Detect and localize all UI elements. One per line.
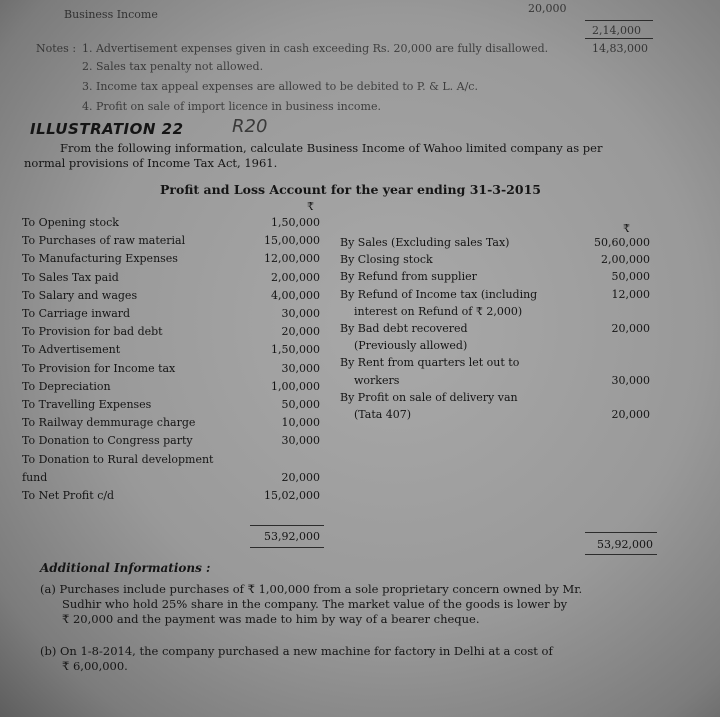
debit-row-label: To Manufacturing Expenses <box>22 252 178 266</box>
note-item-3: 3. Income tax appeal expenses are allowed to be debited to P. & L. A/c. <box>82 80 478 93</box>
credit-row-amount: 2,00,000 <box>601 253 650 267</box>
additional-a-line-1: (a) Purchases include purchases of ₹ 1,00,000 from a sole proprietary concern owned by Mr. <box>40 582 583 596</box>
notes-label: Notes : <box>36 42 77 55</box>
credit-row-amount: 12,000 <box>611 287 650 301</box>
credit-row-amount: 20,000 <box>611 322 650 335</box>
debit-row-label: To Depreciation <box>22 379 111 393</box>
note-item-4: 4. Profit on sale of import licence in business income. <box>82 100 381 113</box>
debit-row-label: To Donation to Rural development <box>22 452 214 466</box>
credit-row-label: interest on Refund of ₹ 2,000) <box>354 304 523 318</box>
credit-total-rule-top <box>585 532 657 533</box>
top-value-2: 2,14,000 <box>592 24 641 37</box>
debit-row-amount: 30,000 <box>281 307 320 320</box>
credit-row-amount: 20,000 <box>611 408 650 421</box>
additional-heading: Additional Informations : <box>40 561 211 575</box>
debit-row-label: To Railway demmurage charge <box>22 416 196 430</box>
credit-total: 53,92,000 <box>597 538 653 551</box>
top-rule <box>585 20 653 21</box>
debit-row-amount: 30,000 <box>281 361 320 375</box>
debit-row-amount: 1,00,000 <box>271 379 320 393</box>
additional-b-line-2: ₹ 6,00,000. <box>62 659 128 673</box>
debit-row-amount: 20,000 <box>281 470 320 484</box>
credit-row-label: By Profit on sale of delivery van <box>340 390 518 404</box>
credit-row-amount: 50,000 <box>611 270 650 284</box>
intro-line-2: normal provisions of Income Tax Act, 1961. <box>24 156 278 170</box>
debit-row-label: To Opening stock <box>22 216 119 229</box>
debit-row-amount: 12,00,000 <box>264 252 320 266</box>
additional-a-line-2: Sudhir who hold 25% share in the company. The market value of the goods is lower by <box>62 597 568 611</box>
debit-row-amount: 20,000 <box>281 325 320 339</box>
debit-row-label: fund <box>22 470 48 484</box>
note-item-2: 2. Sales tax penalty not allowed. <box>82 60 264 73</box>
debit-row-label: To Sales Tax paid <box>22 270 119 284</box>
credit-row-label: workers <box>354 373 400 387</box>
debit-row-label: To Purchases of raw material <box>22 234 186 248</box>
debit-row-label: To Net Profit c/d <box>22 489 115 502</box>
debit-row-label: To Provision for Income tax <box>22 361 176 375</box>
credit-row-amount: 50,60,000 <box>594 236 650 249</box>
debit-row-amount: 2,00,000 <box>271 270 320 284</box>
debit-row-amount: 15,00,000 <box>264 234 320 248</box>
debit-total-rule-top <box>250 525 324 526</box>
debit-row-label: To Provision for bad debt <box>22 325 163 339</box>
top-business-income-label: Business Income <box>64 8 158 21</box>
top-value-3: 14,83,000 <box>592 42 648 55</box>
credit-row-amount: 30,000 <box>611 373 650 387</box>
note-item-1: 1. Advertisement expenses given in cash exceeding Rs. 20,000 are fully disallowed. <box>82 42 549 55</box>
additional-a-line-3: ₹ 20,000 and the payment was made to him by way of a bearer cheque. <box>62 612 480 626</box>
credit-row-label: By Rent from quarters let out to <box>340 356 520 370</box>
pl-title: Profit and Loss Account for the year ending 31-3-2015 <box>160 182 541 197</box>
debit-row-amount: 15,02,000 <box>264 489 320 502</box>
debit-row-label: To Advertisement <box>22 343 121 357</box>
credit-row-label: By Sales (Excluding sales Tax) <box>340 236 510 249</box>
debit-total: 53,92,000 <box>264 530 320 543</box>
top-rule-2 <box>585 38 653 39</box>
credit-row-label: By Refund from supplier <box>340 270 477 284</box>
debit-total-rule-bottom <box>250 547 324 548</box>
additional-b-line-1: (b) On 1-8-2014, the company purchased a new machine for factory in Delhi at a cost of <box>40 644 553 658</box>
credit-row-label: (Tata 407) <box>354 408 412 421</box>
credit-row-label: By Closing stock <box>340 253 433 267</box>
debit-row-label: To Donation to Congress party <box>22 434 193 448</box>
debit-row-amount: 1,50,000 <box>271 343 320 357</box>
top-value-1: 20,000 <box>528 2 567 15</box>
handwritten-mark: R20 <box>232 116 268 137</box>
debit-row-amount: 4,00,000 <box>271 288 320 302</box>
credit-row-label: By Refund of Income tax (including <box>340 287 538 301</box>
debit-row-label: To Salary and wages <box>22 288 138 302</box>
debit-currency: ₹ <box>307 200 314 213</box>
intro-line-1: From the following information, calculate Business Income of Wahoo limited company as per <box>60 141 603 155</box>
debit-row-label: To Travelling Expenses <box>22 398 152 411</box>
credit-row-label: (Previously allowed) <box>354 339 468 353</box>
credit-row-label: By Bad debt recovered <box>340 322 468 335</box>
credit-total-rule-bottom <box>585 554 657 555</box>
debit-row-amount: 50,000 <box>281 398 320 411</box>
debit-row-label: To Carriage inward <box>22 307 131 320</box>
illustration-heading: ILLUSTRATION 22 <box>30 120 184 138</box>
debit-row-amount: 1,50,000 <box>271 216 320 229</box>
credit-currency: ₹ <box>623 222 630 235</box>
debit-row-amount: 10,000 <box>281 416 320 430</box>
debit-row-amount: 30,000 <box>281 434 320 448</box>
